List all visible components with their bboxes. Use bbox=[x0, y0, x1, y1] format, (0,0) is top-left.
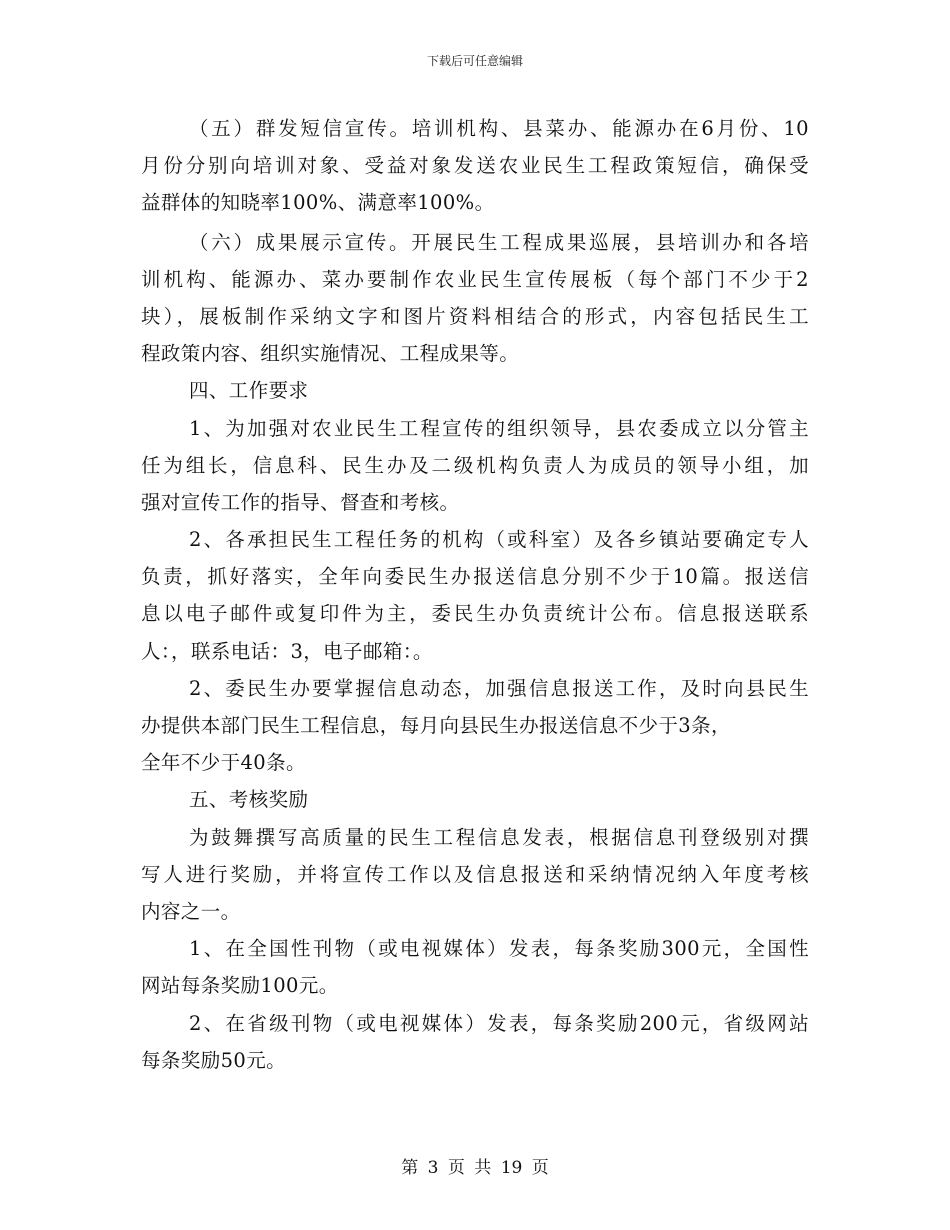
paragraph-line: 写人进行奖励，并将宣传工作以及信息报送和采纳情况纳入年度考核 bbox=[141, 862, 809, 886]
paragraph-line: 月份分别向培训对象、受益对象发送农业民生工程政策短信，确保受 bbox=[141, 154, 809, 178]
paragraph-line: 2、各承担民生工程任务的机构（或科室）及各乡镇站要确定专人 bbox=[189, 528, 809, 552]
paragraph-line: 人：，联系电话：3，电子邮箱：。 bbox=[141, 639, 433, 663]
section-heading: 五、考核奖励 bbox=[189, 788, 309, 812]
paragraph-line: 办提供本部门民生工程信息，每月向县民生办报送信息不少于3条， bbox=[141, 714, 731, 737]
paragraph-line: 为鼓舞撰写高质量的民生工程信息发表，根据信息刊登级别对撰 bbox=[189, 825, 809, 849]
paragraph-line: 程政策内容、组织实施情况、工程成果等。 bbox=[141, 342, 520, 366]
paragraph-line: 1、在全国性刊物（或电视媒体）发表，每条奖励300元，全国性 bbox=[189, 937, 809, 961]
paragraph-line: 任为组长，信息科、民生办及二级机构负责人为成员的领导小组，加 bbox=[141, 453, 809, 477]
section-heading: 四、工作要求 bbox=[189, 379, 309, 403]
paragraph-line: 2、委民生办要掌握信息动态，加强信息报送工作，及时向县民生 bbox=[189, 676, 809, 700]
paragraph-line: 益群体的知晓率100%、满意率100%。 bbox=[141, 191, 495, 215]
paragraph-line: 负责，抓好落实，全年向委民生办报送信息分别不少于10篇。报送信 bbox=[141, 565, 809, 589]
paragraph-line: 每条奖励50元。 bbox=[141, 1048, 287, 1072]
paragraph-line: 内容之一。 bbox=[141, 899, 241, 923]
paragraph-line: （六）成果展示宣传。开展民生工程成果巡展，县培训办和各培 bbox=[189, 230, 809, 254]
paragraph-line: （五）群发短信宣传。培训机构、县菜办、能源办在6月份、10 bbox=[189, 117, 809, 140]
paragraph-line: 块），展板制作采纳文字和图片资料相结合的形式，内容包括民生工 bbox=[141, 304, 809, 328]
page-number: 第 3 页 共 19 页 bbox=[401, 1158, 549, 1178]
paragraph-line: 全年不少于40条。 bbox=[141, 751, 306, 775]
paragraph-line: 网站每条奖励100元。 bbox=[141, 974, 339, 998]
paragraph-line: 强对宣传工作的指导、督查和考核。 bbox=[141, 490, 460, 514]
document-body bbox=[141, 110, 809, 1079]
paragraph-line: 1、为加强对农业民生工程宣传的组织领导，县农委成立以分管主 bbox=[189, 416, 809, 440]
paragraph-line: 训机构、能源办、菜办要制作农业民生宣传展板（每个部门不少于2 bbox=[141, 267, 809, 291]
paragraph-line: 2、在省级刊物（或电视媒体）发表，每条奖励200元，省级网站 bbox=[189, 1011, 809, 1035]
header-note: 下载后可任意编辑 bbox=[426, 54, 523, 68]
paragraph-line: 息以电子邮件或复印件为主，委民生办负责统计公布。信息报送联系 bbox=[141, 602, 809, 626]
